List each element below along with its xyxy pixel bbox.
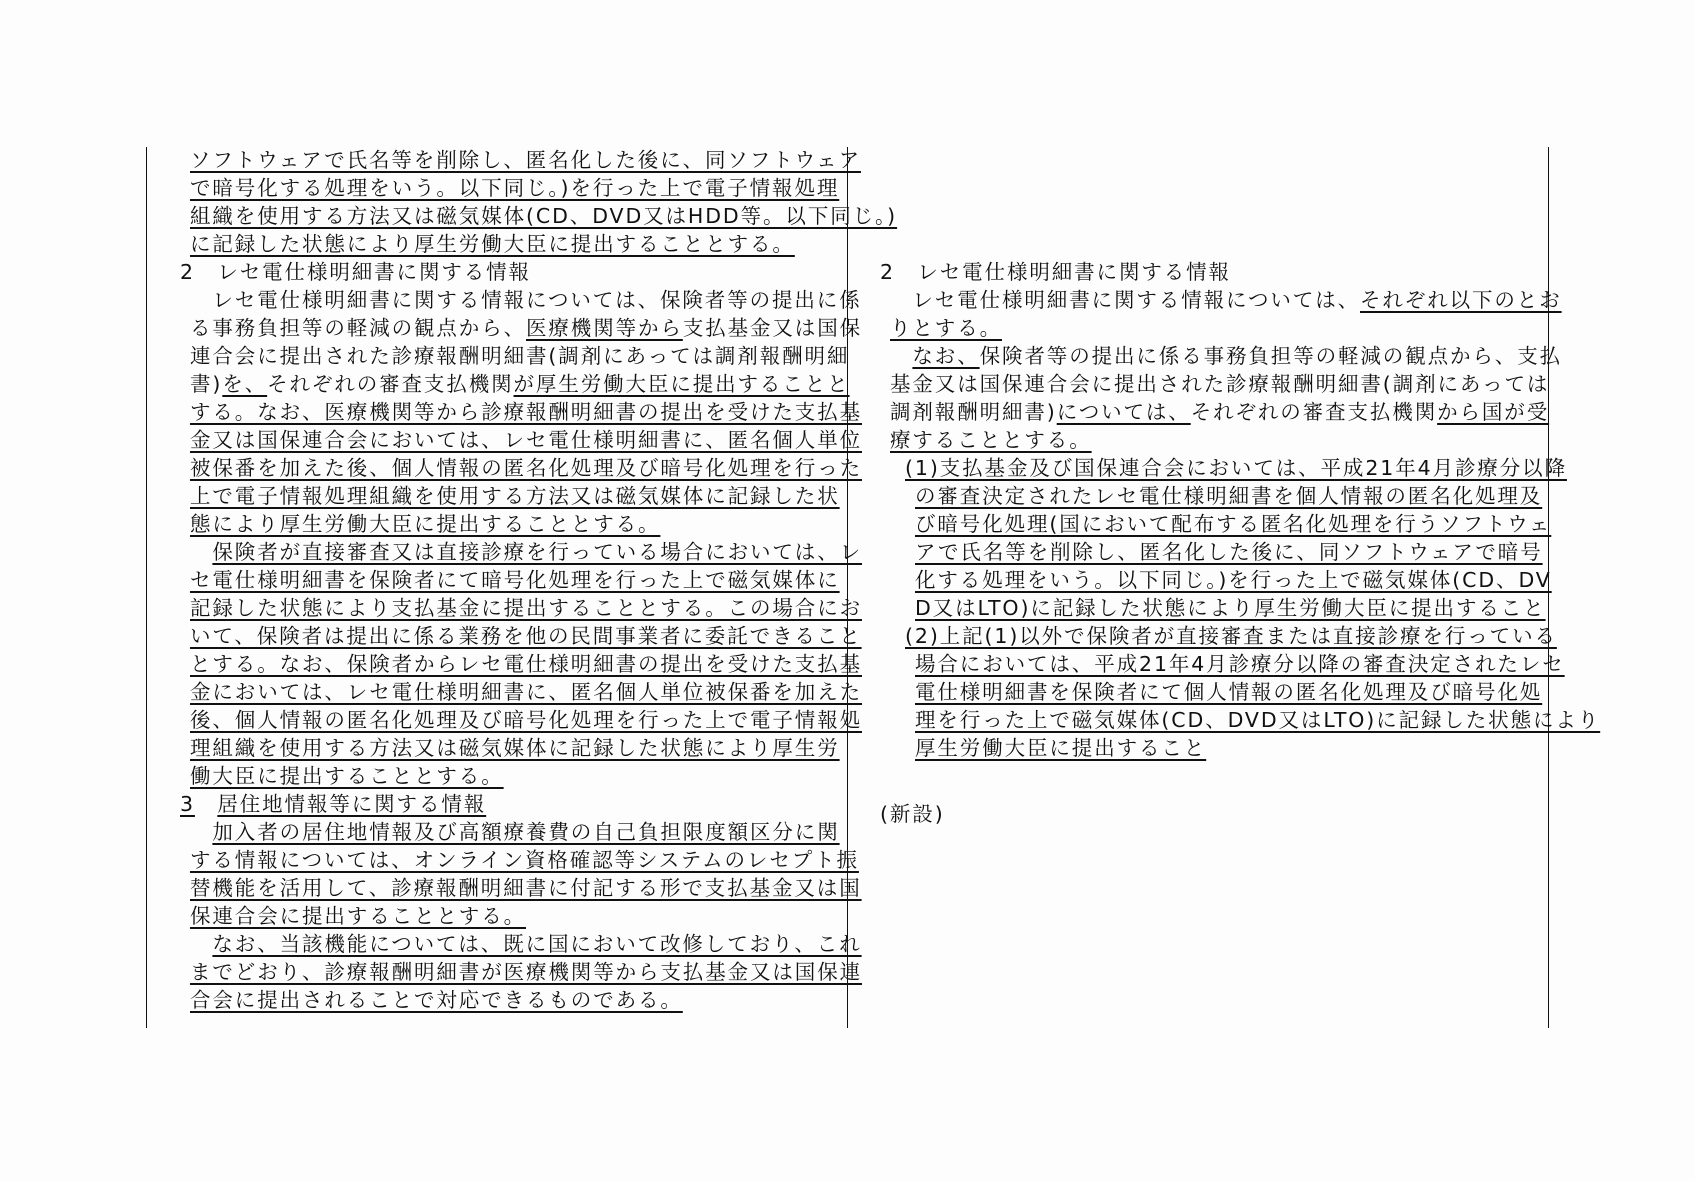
underlined-text: に記録した状態により厚生労働大臣に提出することとする。: [190, 232, 795, 256]
text-line: [190, 146, 861, 174]
underlined-text: (1)支払基金及び国保連合会においては、平成21年4月診療分以降: [905, 456, 1567, 480]
text-segment: 連合会に提出された診療報酬明細書(調剤にあっては調剤報酬明細: [190, 344, 850, 368]
text-line: [190, 174, 839, 202]
underlined-text: 金においては、レセ電仕様明細書に、匿名個人単位被保番を加えた: [190, 680, 862, 704]
text-line: [190, 874, 862, 902]
underlined-text: 居住地情報等に関する情報: [217, 792, 487, 816]
text-line: [180, 790, 486, 818]
text-segment: [190, 820, 212, 844]
text-line: [190, 986, 683, 1014]
underlined-text: 後、個人情報の匿名化処理及び暗号化処理を行った上で電子情報処: [190, 708, 862, 732]
text-line: [880, 800, 945, 828]
text-line: [890, 314, 1002, 342]
underlined-text: 厚生労働大臣に提出すること: [915, 736, 1207, 760]
underlined-text: D又はLTO)に記録した状態により厚生労働大臣に提出すること: [915, 596, 1546, 620]
underlined-text: 働大臣に提出することとする。: [190, 764, 504, 788]
text-line: [905, 622, 1557, 650]
text-line: [905, 454, 1567, 482]
text-line: [190, 958, 862, 986]
text-line: [915, 510, 1551, 538]
underlined-text: 被保番を加えた後、個人情報の匿名化処理及び暗号化処理を行った: [190, 456, 862, 480]
text-line: [915, 678, 1542, 706]
text-line: [190, 818, 840, 846]
underlined-text: 組織を使用する方法又は磁気媒体(CD、DVD又はHDD等。以下同じ。): [190, 204, 898, 228]
text-segment: 基金又は国保連合会に提出された診療報酬明細書(調剤にあっては: [890, 372, 1550, 396]
text-line: [190, 230, 795, 258]
underlined-text: 金又は国保連合会においては、レセ電仕様明細書に、匿名個人単位: [190, 428, 862, 452]
underlined-text: する情報については、オンライン資格確認等システムのレセプト振: [190, 848, 859, 872]
text-line: [915, 566, 1552, 594]
text-line: [190, 762, 504, 790]
text-line: [190, 622, 862, 650]
text-segment: 2 レセ電仕様明細書に関する情報: [880, 260, 1231, 284]
underlined-text: いて、保険者は提出に係る業務を他の民間事業者に委託できること: [190, 624, 862, 648]
underlined-text: 保険者が直接審査又は直接診療を行っている場合においては、レ: [212, 540, 863, 564]
underlined-text: (2)上記(1)以外で保険者が直接審査または直接診療を行っている: [905, 624, 1557, 648]
text-line: [890, 398, 1549, 426]
underlined-text: なお、: [912, 344, 980, 368]
underlined-text: を、: [222, 372, 268, 396]
text-line: [890, 426, 1092, 454]
underlined-text: 加入者の居住地情報及び高額療養費の自己負担限度額区分に関: [212, 820, 840, 844]
text-segment: る事務負担等の軽減の観点から、: [190, 316, 526, 340]
text-line: [915, 650, 1565, 678]
text-line: [190, 706, 862, 734]
text-line: [190, 426, 862, 454]
text-segment: それぞれの審査支払機関: [267, 372, 514, 396]
underlined-text: 合会に提出されることで対応できるものである。: [190, 988, 683, 1012]
underlined-text: 上で電子情報処理組織を使用する方法又は磁気媒体に記録した状: [190, 484, 840, 508]
text-segment: 支払基金又は国保: [682, 316, 863, 340]
underlined-text: 理組織を使用する方法又は磁気媒体に記録した状態により厚生労: [190, 736, 840, 760]
underlined-text: なお、当該機能については、既に国において改修しており、これ: [212, 932, 862, 956]
text-line: [190, 398, 862, 426]
text-line: [915, 706, 1600, 734]
underlined-text: 3: [180, 792, 195, 816]
text-line: [190, 538, 862, 566]
text-segment: 保険者等の提出に係る事務負担等の軽減の観点から、支払: [979, 344, 1563, 368]
text-line: [190, 370, 850, 398]
underlined-text: の審査決定されたレセ電仕様明細書を個人情報の匿名化処理及: [915, 484, 1543, 508]
text-segment: [190, 932, 212, 956]
text-line: [190, 482, 840, 510]
underlined-text: 療することとする。: [890, 428, 1092, 452]
text-line: [880, 258, 1231, 286]
underlined-text: 化する処理をいう。以下同じ。)を行った上で磁気媒体(CD、DV: [915, 568, 1552, 592]
text-segment: それぞれの審査支払機関: [1190, 400, 1438, 424]
text-line: [180, 258, 531, 286]
text-line: [190, 846, 859, 874]
text-line: [190, 286, 862, 314]
text-line: [190, 510, 660, 538]
text-segment: (新設): [880, 802, 945, 826]
text-line: [890, 286, 1562, 314]
column-divider-left: [146, 147, 147, 1028]
underlined-text: び暗号化処理(国において配布する匿名化処理を行うソフトウェ: [915, 512, 1552, 536]
underlined-text: から国が受: [1437, 400, 1550, 424]
text-line: [190, 314, 862, 342]
underlined-text: については、: [1056, 400, 1191, 424]
underlined-text: 場合においては、平成21年4月診療分以降の審査決定されたレセ: [915, 652, 1565, 676]
underlined-text: 医療機関等から: [526, 316, 683, 340]
text-segment: [195, 792, 217, 816]
text-line: [190, 930, 862, 958]
underlined-text: それぞれ以下のとお: [1360, 288, 1562, 312]
text-segment: [890, 344, 912, 368]
text-segment: 調剤報酬明細書): [890, 400, 1057, 424]
underlined-text: アで氏名等を削除し、匿名化した後に、同ソフトウェアで暗号: [915, 540, 1543, 564]
underlined-text: りとする。: [890, 316, 1002, 340]
text-segment: 2 レセ電仕様明細書に関する情報: [180, 260, 531, 284]
text-line: [915, 538, 1543, 566]
text-segment: レセ電仕様明細書に関する情報については、: [890, 288, 1360, 312]
underlined-text: で暗号化する処理をいう。以下同じ。)を行った上で電子情報処理: [190, 176, 840, 200]
text-line: [190, 902, 526, 930]
text-line: [190, 734, 840, 762]
underlined-text: 替機能を活用して、診療報酬明細書に付記する形で支払基金又は国: [190, 876, 862, 900]
underlined-text: ソフトウェアで氏名等を削除し、匿名化した後に、同ソフトウェア: [190, 148, 861, 172]
text-line: [890, 342, 1562, 370]
text-line: [890, 370, 1549, 398]
underlined-text: 記録した状態により支払基金に提出することとする。この場合にお: [190, 596, 862, 620]
underlined-text: が厚生労働大臣に提出することと: [513, 372, 850, 396]
text-line: [915, 482, 1542, 510]
text-line: [190, 342, 849, 370]
underlined-text: 態により厚生労働大臣に提出することとする。: [190, 512, 661, 536]
underlined-text: 保連合会に提出することとする。: [190, 904, 526, 928]
text-segment: レセ電仕様明細書に関する情報については、保険者等の提出に係: [190, 288, 862, 312]
underlined-text: セ電仕様明細書を保険者にて暗号化処理を行った上で磁気媒体に: [190, 568, 840, 592]
underlined-text: 電仕様明細書を保険者にて個人情報の匿名化処理及び暗号化処: [915, 680, 1543, 704]
underlined-text: とする。なお、保険者からレセ電仕様明細書の提出を受けた支払基: [190, 652, 862, 676]
text-line: [190, 202, 897, 230]
text-line: [190, 678, 862, 706]
text-segment: 書): [190, 372, 223, 396]
underlined-text: する。なお、医療機関等から診療報酬明細書の提出を受けた支払基: [190, 400, 862, 424]
text-line: [190, 454, 862, 482]
text-line: [190, 650, 862, 678]
text-line: [190, 594, 862, 622]
underlined-text: 理を行った上で磁気媒体(CD、DVD又はLTO)に記録した状態により: [915, 708, 1601, 732]
text-line: [915, 594, 1546, 622]
text-line: [915, 734, 1206, 762]
underlined-text: までどおり、診療報酬明細書が医療機関等から支払基金又は国保連: [190, 960, 862, 984]
text-segment: [190, 540, 212, 564]
text-line: [190, 566, 840, 594]
